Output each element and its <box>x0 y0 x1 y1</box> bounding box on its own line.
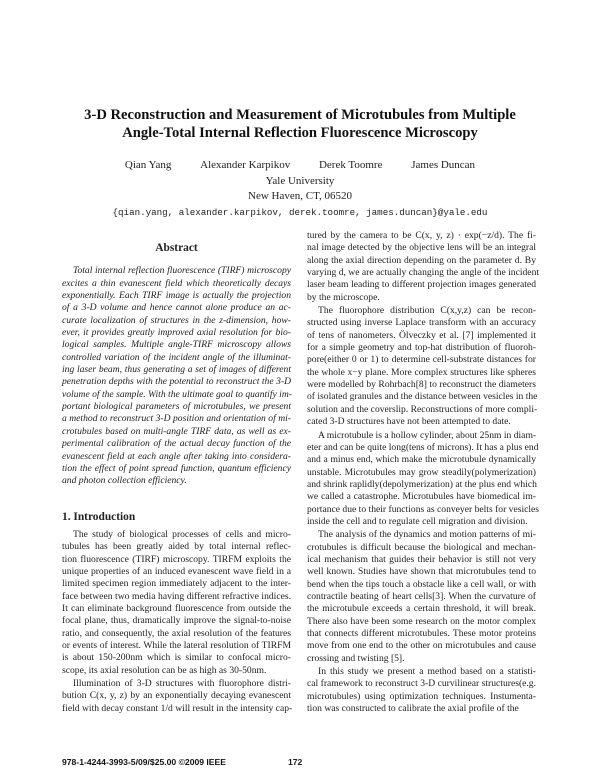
paragraph <box>62 265 291 487</box>
text-line: There also have been some research on the motor complex <box>307 615 536 627</box>
text-line: of tens of nanometers. Ölveczky et al. [7] implemented it <box>307 329 536 341</box>
text-line: tubules has been greatly aided by total internal reflec- <box>62 541 291 553</box>
text-line: crossing and twisting [5]. <box>307 652 405 664</box>
author-name: James Duncan <box>411 159 476 171</box>
affiliation: Yale University <box>265 174 335 187</box>
text-line: The study of biological processes of cells and micro- <box>73 528 291 540</box>
text-line: pore(either 0 or 1) to determine cell-substrate distances for <box>307 354 536 366</box>
text-line: contractile beating of heart cells[3]. When the curvature of <box>307 590 536 602</box>
text-line: volume of the sample. With the ultimate goal to quantify im- <box>62 388 292 400</box>
author-name: Qian Yang <box>124 159 172 171</box>
author-name: Alexander Karpikov <box>200 159 291 171</box>
text-line: excites a thin evanescent field which theoretically decays <box>62 277 291 289</box>
text-line: well known. Studies have shown that microtubules tend to <box>307 566 536 578</box>
text-line: penetration depths with the potential to reconstruct the 3-D <box>62 376 291 388</box>
title-line: Angle-Total Internal Reflection Fluorescence Microscopy <box>122 125 478 141</box>
paragraph <box>307 666 536 715</box>
abstract-body <box>62 265 291 487</box>
text-line: ratio, and consequently, the axial resolution of the features <box>62 627 291 639</box>
text-line: by the microscope. <box>307 291 380 303</box>
text-line: curate localization of structures in the z-dimension, how- <box>62 314 291 326</box>
introduction-body-left <box>62 529 291 715</box>
text-line: and photon collection efficiency. <box>62 475 187 487</box>
text-line: that connects different microtubules. These motor proteins <box>307 628 536 639</box>
text-line: is about 150-200nm which is similar to confocal micro- <box>62 652 291 664</box>
text-line: laser beam leading to different projection images generated <box>307 279 536 291</box>
paragraph <box>307 429 540 529</box>
text-line: The fluorophore distribution C(x,y,z) can be recon- <box>318 305 536 317</box>
text-line: unstable. Microtubules may grow steadily(polymerization) <box>307 466 536 478</box>
paragraph <box>307 305 536 428</box>
text-line: crotubules based on multi-angle TIRF data, as well as ex- <box>62 425 291 437</box>
text-line: and a minus end, which make the microtubule dynamically <box>307 454 536 466</box>
paragraph <box>307 529 536 665</box>
text-line: exponentially. Each TIRF image is actually the projection <box>62 290 291 302</box>
introduction-body-right <box>307 230 540 715</box>
text-line: eter and can be quite long(tens of microns). It has a plus end <box>307 441 539 453</box>
text-line: crotubules is difficult because the biological and mechan- <box>307 541 536 553</box>
text-line: limited specimen region immediately adjacent to the inter- <box>62 578 291 590</box>
text-line: evanescent field at each angle after taking into considera- <box>62 450 291 462</box>
text-line: bend when the tips touch a obstacle like a cell wall, or with <box>307 578 536 590</box>
left-column <box>62 242 291 716</box>
text-line: were modelled by Rohrbach[8] to reconstruct the diameters <box>307 379 536 391</box>
author-names <box>0 158 600 174</box>
text-line: ing laser beam, thus generating a set of images of different <box>62 364 291 376</box>
text-line: It can eliminate background fluorescence from outside the <box>62 602 291 614</box>
text-line: perimental calibration of the actual decay function of the <box>62 438 291 450</box>
text-line: solution and the coverslip. Reconstructions of more compli- <box>307 403 538 415</box>
text-line: bution C(x, y, z) by an exponentially decaying evanescent <box>62 690 291 702</box>
introduction-heading: 1. Introduction <box>62 510 136 523</box>
text-line: varying d, we are actually changing the angle of the incident <box>307 267 540 279</box>
text-line: of a 3-D volume and hence cannot alone produce an ac- <box>62 302 291 314</box>
title-line: 3-D Reconstruction and Measurement of Microtubules from Multiple <box>84 107 516 123</box>
paragraph <box>62 529 291 677</box>
text-line: for a simple geometry and top-hat distribution of fluoroh- <box>307 342 536 354</box>
right-column <box>307 230 540 716</box>
text-line: the microtubule exceeds a certain threshold, it will break. <box>307 603 536 615</box>
text-line: Total internal reflection fluorescence (TIRF) microscopy <box>73 265 291 277</box>
text-line: In this study we present a method based on a statisti- <box>318 666 536 678</box>
copyright-footer: 978-1-4244-3993-5/09/$25.00 ©2009 IEEE <box>62 757 227 767</box>
text-line: ical mechanism that guides their behavior is still not very <box>307 553 536 565</box>
text-line: field with decay constant 1/d will result in the intensity cap- <box>62 702 293 714</box>
abstract-heading: Abstract <box>155 242 198 254</box>
paragraph <box>62 678 291 715</box>
text-line: nal image detected by the objective lens will be an integral <box>307 242 536 254</box>
text-line: A microtubule is a hollow cylinder, about 25nm in diam- <box>318 429 537 441</box>
text-line: The analysis of the dynamics and motion patterns of mi- <box>318 529 536 541</box>
author-name: Derek Toomre <box>318 159 383 171</box>
text-line: tured by the camera to be C(x, y, z) · exp(−z/d). The fi- <box>307 230 536 241</box>
text-line: tion the effect of point spread function, quantum efficiency <box>62 462 291 474</box>
paragraph <box>307 230 540 304</box>
paper-title <box>0 106 600 142</box>
text-line: microtubules) using optimization techniques. Instumenta- <box>307 690 536 702</box>
text-line: or events of interest. While the lateral resolution of TIRFM <box>62 639 291 651</box>
text-line: move from one end to the other on microtubules and cause <box>307 640 536 652</box>
text-line: cal framework to reconstruct 3-D curvilinear structures(e.g. <box>307 678 536 690</box>
text-line: controlled variation of the incident angle of the illuminat- <box>62 351 291 363</box>
text-line: tion fluorescence (TIRF) microscopy. TIRFM exploits the <box>62 553 291 565</box>
page-number: 172 <box>288 757 303 767</box>
author-emails: {qian.yang, alexander.karpikov, derek.toomre, james.duncan}@yale.edu <box>112 206 488 218</box>
text-line: unique properties of an induced evanescent wave field in a <box>62 565 291 577</box>
text-line: tion was constructed to calibrate the axial profile of the <box>307 703 519 715</box>
text-line: ever, it provides greatly improved axial resolution for bio- <box>62 327 291 339</box>
text-line: we called a catastrophe. Microtubules have biomedical im- <box>307 491 536 503</box>
text-line: and shrink raplidly(depolymerization) at the plus end which <box>307 478 537 490</box>
text-line: portant biological parameters of microtubules, we present <box>62 401 291 413</box>
text-line: of isolated granules and the distance between vesicles in the <box>307 391 538 403</box>
text-line: scope, its axial resolution can be as high as 30-50nm. <box>62 664 267 676</box>
text-line: face between two media having different refractive indices. <box>62 590 291 602</box>
text-line: a method to reconstruct 3-D position and orientation of mi- <box>62 413 291 425</box>
author-block <box>0 158 600 220</box>
text-line: along the axial direction depending on the parameter d. By <box>307 254 536 266</box>
text-line: the whole x−y plane. More complex structures like spheres <box>307 366 536 378</box>
text-line: portance due to their functions as conveyer belts for vesicles <box>307 503 540 515</box>
text-line: structed using inverse Laplace transform with an accuracy <box>307 317 536 329</box>
address: New Haven, CT, 06520 <box>248 190 352 202</box>
text-line: cated 3-D structures have not been attempted to date. <box>307 416 511 428</box>
text-line: Illumination of 3-D structures with fluorophore distri- <box>73 678 291 689</box>
text-line: inside the cell and to regulate cell migration and division. <box>307 515 528 527</box>
text-line: logical samples. Multiple angle-TIRF microscopy allows <box>62 339 291 351</box>
text-line: focal plane, thus, dramatically improve the signal-to-noise <box>62 615 291 627</box>
